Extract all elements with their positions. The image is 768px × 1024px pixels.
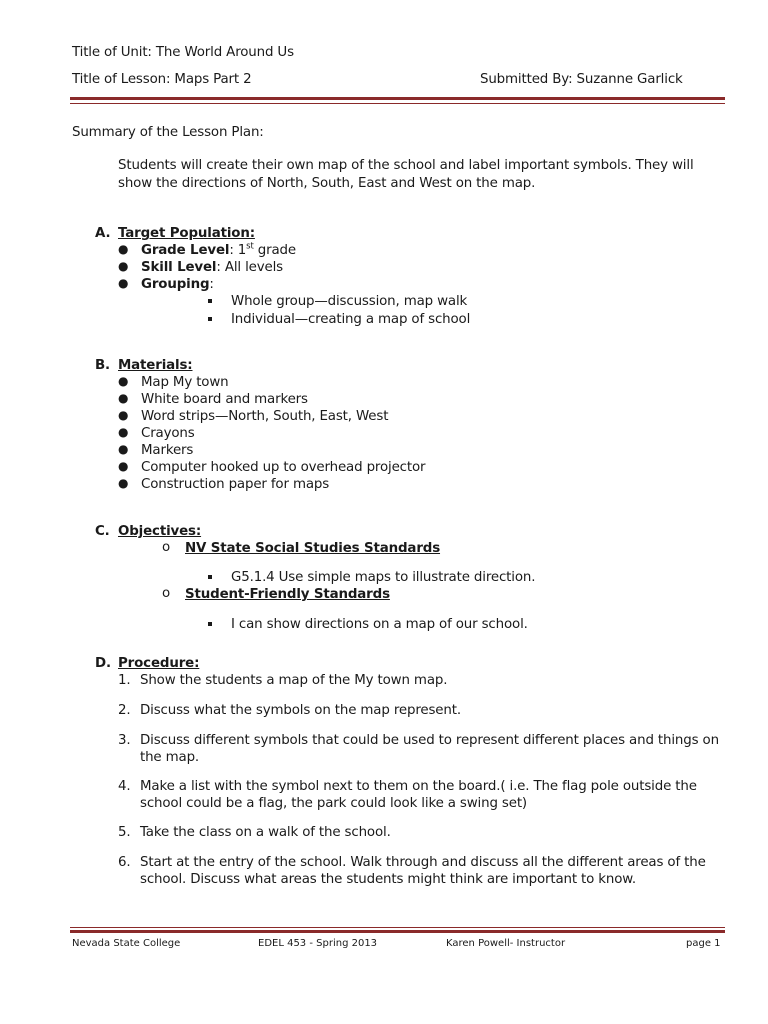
skill-level	[141, 260, 283, 275]
section-a-title: Target Population:	[118, 226, 255, 241]
grouping-item-2: Individual—creating a map of school	[231, 312, 471, 327]
summary-line-1: Students will create their own map of the school and label important symbols. They will	[118, 158, 694, 173]
summary-line-2: show the directions of North, South, East and West on the map.	[118, 176, 536, 191]
bullet-icon: ●	[118, 374, 129, 388]
header-rule-thick	[70, 97, 725, 100]
section-c-title: Objectives:	[118, 524, 202, 539]
step-text: Make a list with the symbol next to them on the board.( i.e. The flag pole outside the	[140, 779, 697, 794]
skill-level-value: : All levels	[216, 260, 284, 275]
circle-bullet-icon: o	[162, 586, 171, 601]
material-item: Construction paper for maps	[141, 477, 330, 492]
grouping-item-1: Whole group—discussion, map walk	[231, 294, 468, 309]
footer-rule-thick	[70, 930, 725, 933]
skill-level-label: Skill Level	[141, 260, 217, 275]
material-item: Markers	[141, 443, 194, 458]
student-standard-item: I can show directions on a map of our school.	[231, 617, 528, 632]
step-text: Take the class on a walk of the school.	[140, 825, 391, 840]
material-item: Computer hooked up to overhead projector	[141, 460, 426, 475]
section-b-letter: B.	[95, 358, 110, 373]
grade-level-label: Grade Level	[141, 243, 230, 258]
material-item: White board and markers	[141, 392, 308, 407]
lesson-title: Title of Lesson: Maps Part 2	[72, 72, 252, 87]
step-text: Discuss different symbols that could be used to represent different places and things on	[140, 733, 719, 748]
bullet-icon: ●	[118, 259, 129, 273]
nv-standards-title: NV State Social Studies Standards	[185, 541, 441, 556]
step-text-continued: school could be a flag, the park could look like a swing set)	[140, 796, 528, 811]
section-d-letter: D.	[95, 656, 111, 671]
step-text-continued: the map.	[140, 750, 200, 765]
square-bullet-icon	[208, 317, 212, 321]
step-number: 2.	[118, 703, 131, 718]
step-number: 1.	[118, 673, 131, 688]
square-bullet-icon	[208, 575, 212, 579]
step-text: Show the students a map of the My town map.	[140, 673, 448, 688]
bullet-icon: ●	[118, 276, 129, 290]
bullet-icon: ●	[118, 391, 129, 405]
bullet-icon: ●	[118, 476, 129, 490]
footer-college: Nevada State College	[72, 938, 181, 949]
material-item: Map My town	[141, 375, 229, 390]
step-number: 3.	[118, 733, 131, 748]
grade-level-suffix: grade	[253, 243, 296, 258]
step-number: 4.	[118, 779, 131, 794]
grouping	[141, 277, 214, 292]
section-d-title: Procedure:	[118, 656, 200, 671]
section-b-title: Materials:	[118, 358, 193, 373]
unit-title: Title of Unit: The World Around Us	[72, 45, 294, 60]
grade-level-sup: st	[246, 241, 254, 252]
bullet-icon: ●	[118, 459, 129, 473]
square-bullet-icon	[208, 299, 212, 303]
grouping-label: Grouping	[141, 277, 210, 292]
footer-instructor: Karen Powell- Instructor	[446, 938, 566, 949]
footer-course: EDEL 453 - Spring 2013	[258, 938, 378, 949]
section-c-letter: C.	[95, 524, 110, 539]
step-text: Start at the entry of the school. Walk through and discuss all the different areas of the	[140, 855, 706, 870]
nv-standard-item: G5.1.4 Use simple maps to illustrate direction.	[231, 570, 536, 585]
grouping-colon: :	[209, 277, 214, 292]
circle-bullet-icon: o	[162, 540, 171, 555]
footer-page-number: page 1	[686, 938, 721, 949]
step-number: 5.	[118, 825, 131, 840]
step-number: 6.	[118, 855, 131, 870]
material-item: Crayons	[141, 426, 195, 441]
square-bullet-icon	[208, 622, 212, 626]
footer-rule-thin	[70, 927, 725, 928]
section-a-letter: A.	[95, 226, 111, 241]
student-standards-title: Student-Friendly Standards	[185, 587, 390, 602]
summary-heading: Summary of the Lesson Plan:	[72, 125, 264, 140]
submitted-by: Submitted By: Suzanne Garlick	[480, 72, 683, 87]
step-text: Discuss what the symbols on the map represent.	[140, 703, 461, 718]
material-item: Word strips—North, South, East, West	[141, 409, 389, 424]
bullet-icon: ●	[118, 408, 129, 422]
bullet-icon: ●	[118, 442, 129, 456]
grade-level	[141, 243, 296, 258]
bullet-icon: ●	[118, 242, 129, 256]
step-text-continued: school. Discuss what areas the students might think are important to know.	[140, 872, 636, 887]
bullet-icon: ●	[118, 425, 129, 439]
header-rule-thin	[70, 103, 725, 104]
grade-level-value: : 1	[229, 243, 247, 258]
